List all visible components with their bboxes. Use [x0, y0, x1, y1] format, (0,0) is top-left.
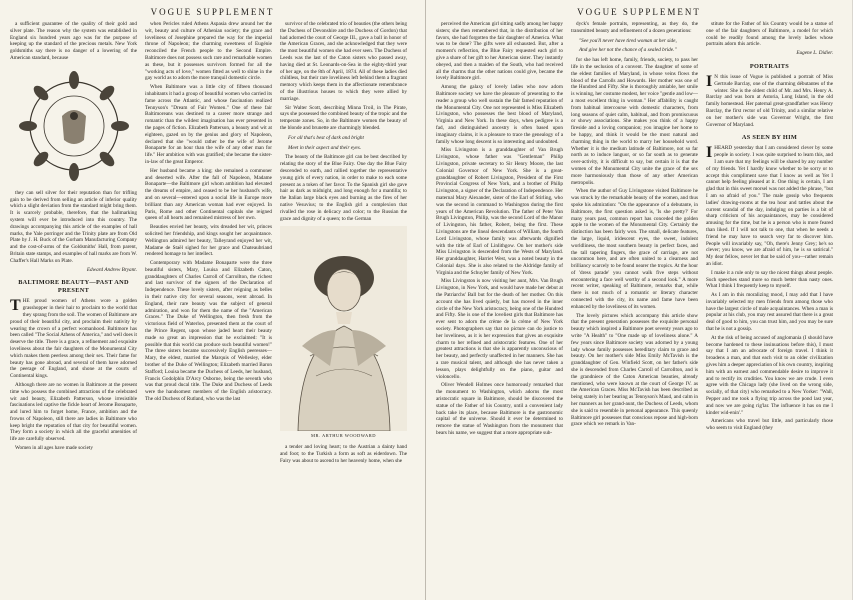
paragraph: N this issue of Vogue is published a portrait of Miss Gertrude Barclay, one of the charming débutantes of the winter. She is the oldest child of Mr. and Mrs. Henry A. Barclay and was born at Astoria, Long Island, in the old family homestead. Her paternal great-grandfather was Henry Barclay, the first rector of old Trinity, and a similar relative on her mother's side was Governor Wright, the first Governor of Maryland.	[706, 73, 833, 128]
drop-cap: T	[10, 297, 21, 315]
byline: Eugene L. Didier.	[796, 50, 833, 57]
wreath-illustration	[14, 66, 134, 186]
section-heading-as-seen-by-him: AS SEEN BY HIM	[741, 134, 798, 142]
paragraph: The beauty of the Baltimore girl can be best described by relating the story of the Blue Fairy. One day the Blue Fairy descended to earth, and rallied together the representative young girls of every nation, in order to make to each some present as a token of her favor. To the Spanish girl she gave hair as dark as midnight, and long enough for a mantilla; to the Italian large black eyes and burning as the fires of her native Vesuvius; to the English girl a complexion that rivalled the rose in delicacy and color; to the Russian the grace and dignity of a queen; to the German	[280, 154, 407, 222]
left-column-1	[10, 21, 137, 593]
left-column-3	[280, 21, 407, 593]
paragraph: As I am in this moralizing mood, I may add that I have invariably selected my men friends from among those who have the largest circle of male acquaintances. When a man is popular at his club, you may rest assured that there is a great deal of good to him, you can trust him, and you may be sure that he is not a gossip.	[706, 292, 833, 333]
paragraph: Miss Livingston is a granddaughter of Van Brugh Livingston, whose father was "Gentleman" Philip Livingston, private secretary to Sir Henry Moore, the last Colonial Governor of New York. She is a great-granddaughter of Robert Livingston, President of the First Provincial Congress of New York, and a brother of Philip Livingston, a signer of the Declaration of Independence. Her maternal Mary Alexander, sister of the Earl of Stirling, who was the second in command to Washington during the first years of the American Revolution. The father of Peter Van Brugh Livingston, Philip, was the second Lord of the Manor of Livingston, his father, Robert, being the first. These Livingstons are the lineal descendants of William, the fourth Lord Livingston, whose family was afterwards dignified with the title of Earl of Linlithgow. On her mother's side Miss Livingston is descended from the Wests of Maryland. Her granddaughter, Harriet West, was a noted beauty in the Colonial days. She is also related to the Aldridge family of Virginia and the Schuyler family of New York.	[436, 147, 563, 276]
article-heading: BALTIMORE BEAUTY—PAST AND PRESENT	[18, 279, 129, 295]
left-page	[0, 0, 426, 600]
paragraph: HEARD yesterday that I am considered clever by some people in society. I was quite surprised to learn this, and I am sure that my feelings will be shared by any number of my friends. Yet I hardly know whether to be sorry or to accept this compliment save that I know as well as Yet I cannot help feeling pleased at it. One thing is certain, I am glad that in this sweet morsel was not added the phrase, "but I am so afraid of you." The male gossip who frequents ladies' drawing-rooms at the tea hour and tattles about the current scandal of the day, indulging on parties is a bit of sharp criticism of his acquaintances, may be considered amusing for the time, but he is a person who is more feared than liked. If I will not talk to one, that when he needs a friend he may have to search very far to discover him. People will invariably say, "Oh, there's Jenny Grey; he's so clever; you know, we are afraid of him, he is so satirical." My dear fellow, never let that be said of you—rather remain an idiot.	[706, 145, 833, 267]
byline: Edward Andrew Bryant.	[86, 266, 137, 273]
paragraph: a tender and loving heart; to the Austrian a dainty hand and foot; to the Turkish a form as soft as eiderdown. The Fairy was about to ascend to her heavenly home, when she	[280, 444, 407, 464]
paragraph: Beauties envied her beauty, wits dreaded her wit, princes solicited her friendship, and kings sought her acquaintance. Wellington admired her beauty, Talleyrand enjoyed her wit, Madame de Staël sighed for her grace and Chateaubriand rendered homage to her intellect.	[145, 224, 272, 258]
drop-cap: I	[706, 144, 713, 162]
paragraph: a sufficient guarantee of the quality of their gold and silver plate. The reason why the system was established in England six hundred years ago was for the purpose of keeping up the standard of the precious metals. New York goldsmiths say there is no danger of a lowering of the American standard, because	[10, 21, 137, 61]
paragraph: perceived the American girl sitting sadly among her happy sisters; she then remembered that, in the distribution of her favors, she had forgotten the fair daughter of America. What was to be done? The gifts were all exhausted. But, after a moment's reflection, the Blue Fairy requested each girl to give a share of her gift to her American sister. They instantly obeyed, and then a maiden of the South, who had received all the charms that the other nations could give, became the lovely Baltimore girl.	[436, 21, 563, 82]
verse-line: "See you'll never have tired woman at her side,	[579, 37, 677, 44]
paragraph: for she has left home, family, friends, society, to pass her life in the seclusion of a convent. The daughter of some of the eldest families of Maryland, in whose veins flows the blood of the Carrolls and Howards. Her mother was one of the Hundred and Fifty. She is thoroughly amiable, her smile is winning, her costume modest, her voice "gentle and low—a most excellent thing in woman." Her affability is caught from habitual intercourse with domestic characters, from long seasons of quiet calm, habitual, and from promiscuous or showy associations. She makes you think of a happy fireside and a loving companion; you imagine her home to be happy, and think it would be the most natural and charming thing in the world to marry her household word. Whether it is the medium latitude of Baltimore, not so far north as to induce languor, or so far south as to generate over-activity, it is difficult to say, but certain it is that the women of the Monumental City unite the grace of the sex more harmoniously than those of any other American metropolis.	[571, 57, 698, 186]
paragraph: When the author of Guy Livingstone visited Baltimore he was struck by the remarkable beauty of the women, and thus spoke his admiration: "On the appearance of a debutante, in Baltimore, the first question asked is, 'Is she pretty?' For many years past, common report has conceded the golden apple to the women of the Monumental City. Certainly the distinction has been fairly won. The small, delicate features, the large, liquid, iridescent eyes, the sweet, indolent worldliness, the most southern beauty in perfect faces, and the tall tapering fingers, the grace of carriage, are not uncommon here, and are often united to a clearness and brilliancy scarcely to be found nearer the tropics. At the hour of 'dress parade' you cannot walk five steps without encountering a face well worthy of a second look." A more recent writer, speaking of Baltimore, remarks that, while there is not much of a romantic or literary character connected with the city, its name and fame have been enhanced by the loveliness of its women.	[571, 188, 698, 310]
paragraph: Oliver Wendell Holmes once humorously remarked that the monument to Washington, which adorns the most aristocratic square in Baltimore, should be discovered the statue of the Father of his Country, until a convenient lady back take its place, because Baltimore is the gastronomic capital of the universe. Should it ever be determined to remove the statue of Washington from the monument that bears his name, we suggest that a more appropriate sub-	[436, 382, 563, 437]
paragraph: when Pericles ruled Athens Aspasia drew around her the wit, beauty and culture of Athenian society; the grace and loveliness of Josephine prepared the way for the imperial throne of Napoleon; the charming sweetness of Eugénie reconciled the French people to the Second Empire. Baltimore does not possess such rare and remarkable women as these, but it possesses survivors formed for all the "working acts of love," women fitted as well to shine in the gay world as to adorn the more tranquil domestic circle.	[145, 21, 272, 82]
paragraph: survivor of the celebrated trio of beauties (the others being the Duchess of Devonshire and the Duchess of Gordon) that had adorned the court of George III., gave a ball in honor of the American Graces, and she acknowledged that they were the most beautiful women she had ever seen. The Duchess of Leeds was the last of the Caton sisters who passed away, having died at St. Leonards-on-Sea in the eighty-third year of her age, on the 8th of April, 1874. All of these ladies died childless, but their rare loveliness left behind them a fragrant memory which keeps them in the affectionate remembrance of the illustrious houses to which they were allied by marriage.	[280, 21, 407, 102]
drop-cap: I	[706, 72, 713, 90]
right-running-header: VOGUE SUPPLEMENT	[577, 7, 701, 17]
left-columns	[10, 21, 415, 593]
paragraph: The lovely pictures which accompany this article show that the present generation possesses the exquisite personal beauty which inspired a Baltimore poet seventy years ago to write "A Health" to "One made up of loveliness alone." A few years since Baltimore society was adorned by a young lady whose family possesses hereditary claim to grace and beauty. On her mother's side Miss Emily McTavish is the granddaughter of Gen. Winfield Scott, on her father's side she is descended from Charles Carroll of Carrollton, and is the grandniece of the Caton American beauties, already mentioned, who were known at the court of George IV. as the American Graces. Miss McTavish has been described as being stately in her bearing as Tennyson's Maud, and calm in her manners as her grand-aunt, the Duchess of Leeds, whom she is said to resemble in personal appearance. This queenly Baltimore girl possesses that conscious repose and high-born grace which we remark in Van-	[571, 312, 698, 428]
right-column-3	[706, 21, 833, 593]
left-running-header: VOGUE SUPPLEMENT	[150, 7, 275, 17]
paragraph: At the risk of being accused of anglomania (I should have become hardened to these insinuations before this), I must say that I am an advocate of foreign travel. I think it broadens a man, and that each visit to an older civilization gives him a deeper appreciation of his own country, inspiring him with an earnest and commendable desire to improve it and to rectify its crudities. You know we are crude. I even agree with the Chicago lady (she lived on the wrong side, socially, of that city) who remarked to a New Yorker: "Wall, Pepper and me took a flying trip across the pond last year, and now we are going rig'lar. The influence it has on me I kinder wid-enin'."	[706, 334, 833, 416]
paragraph: dyck's female portraits, representing, as they do, the transmitted beauty and refinement of a dozen generations:	[571, 21, 698, 34]
paragraph: Although there are no women in Baltimore at the present time who possess the combined attractions of the celebrated wit and beauty, Elizabeth Patterson, whose irresistible fascinations led captive the fickle heart of Jerome Bonaparte, and lured him to forget home, France, ambition and the frowns of Napoleon, still there are ladies in Baltimore who keep bright the reputation of that city for beautiful women. They form a society in which all the graceful amenities of life are carefully observed.	[10, 381, 137, 443]
right-page	[426, 0, 852, 600]
paragraph: Sir Walter Scott, describing Minna Troil, in The Pirate, says she possessed the combined beauty of the tropic and the temperate zones. So, in the Baltimore women the beauty of the blonde and brunette are charmingly blended.	[280, 104, 407, 131]
paragraph: they can sell silver for their reputation than for trifling gain to be derived from selling an article of inferior quality which a slight deviation from the standard might bring them. It is scarcely probable, therefore, that the hallmarking system will ever be introduced into this country. The drawings accompanying this article of the examples of hall marks, the Yale porringer and the Trinity plate are from Old Plate by J. H. Buck of the Gorham Manufacturing Company and the cost-of-arms of the Goldsmiths' Hall, from parent, Britain state stamps, and examples of hall marks are from W. Chaffer's Hall Marks on Plate.	[10, 189, 137, 264]
paragraph: stitute for the Father of his Country would be a statue of one of the fair daughters of Baltimore, a model for which could be readily found among the lovely ladies whose portraits adorn this article.	[706, 21, 833, 48]
paragraph: Her husband became a king; she remained a commoner and deserted wife. After the fall of Napoleon, Madame Bonaparte—the Baltimore girl whom ambition had elevated the dreams of empire, and ceased to be her husband's wife, and on several—entered upon a social life in Europe more brilliant than any American woman had ever enjoyed. In Paris, Rome and other Continental capitals she reigned queen of all hearts and remained mistress of her own.	[145, 167, 272, 222]
verse-line: Meet in their aspect and their eyes.	[288, 144, 362, 151]
paragraph: When Baltimore was a little city of fifteen thousand inhabitants it had a group of beautiful women who carried its fame across the Atlantic, and whose fascination realized Tennyson's "Dream of Fair Women." One of these fair Baltimoreans was destined to a career more strange and romantic than the wildest imagination has ever presented in the pages of fiction. Elizabeth Patterson, a beauty and wit at eighteen, gazed on by the genius and glory of Napoleon, declared that she "would rather be the wife of Jerome Bonaparte for an hour than the wife of any other man for life." Her ambition with was gratified; she became the sister-in-law of the great Emperor.	[145, 84, 272, 165]
left-column-2	[145, 21, 272, 593]
right-column-2	[571, 21, 698, 593]
paragraph: Contemporary with Madame Bonaparte were the three beautiful sisters, Mary, Louisa and Elizabeth Caton, granddaughters of Charles Carroll of Carrollton, the richest and last survivor of the signers of the Declaration of Independence. These lovely sisters, after reigning as belles in their native city for several seasons, went abroad. In England, their rare beauty was the subject of general admiration, and won for them the name of the "American Graces." The Duke of Wellington, then fresh from the victorious field of Waterloo, presented them at the court of the Prince Regent, upon whose jaded heart their beauty made so great an impression that he exclaimed: "It is possible that this world can produce such beautiful women!" The three sisters became successively English peeresses—Mary, the eldest, married the Marquis of Wellesley, elder brother of the Duke of Wellington; Elizabeth married Baron Stafford; Louisa became the Duchess of Leeds, her husband, Francis Godolphin D'Arcy Osborne, being the seventh who was that proud ducal title. The Duke and Duchess of Leeds were the handsomest members of the English aristocracy. The old Duchess of Rutland, who was the last	[145, 260, 272, 403]
paragraph: HE proud women of Athens wore a golden grasshopper in their hair to proclaim to the world that they sprang from the soil. The women of Baltimore are proud of their beautiful city, and proclaim their nativity by wearing the crown of a perfect womanhood. Baltimore has been called "The Social Athens of America," and well does it deserve the title. There is a grace, a refinement and exquisite loveliness about the fair daughters of the Monumental City which makes them peerless among their sex. Their fame for beauty has gone abroad, and several of them have adorned the peerage of England, and shone at the courts of Continental kings.	[10, 298, 137, 380]
section-heading-portraits: PORTRAITS	[749, 62, 790, 70]
right-column-1	[436, 21, 563, 593]
paragraph: Women in all ages have made society	[15, 445, 93, 452]
paragraph: I make it a rule only to say the nicest things about people. Such speeches stand more so much better than nasty ones. What I think I frequently keep to myself.	[706, 269, 833, 290]
illustration-caption: MR. ARTHUR WOODWARD	[310, 433, 377, 439]
portrait-illustration	[280, 226, 407, 431]
verse-line: And give her not the chance of a sealed bride."	[579, 47, 677, 54]
right-columns	[436, 21, 842, 593]
paragraph: Miss Livingston is now visiting her aunt, Mrs. Van Brugh Livingston, in New York, and would have made her debut at the Patriarchs' Ball but for the death of her mother. On this account she has lived quietly, but has moved in the inner circle of the New York aristocracy, being one of the Hundred and Fifty. She is one of the loveliest girls that Baltimore has ever sent to adorn the crème de la crème of New York society. Photographers say that no picture can do justice to her loveliness, as it is her expression that gives an exquisite charm to her refined and aristocratic features. One of her greatest attractions is that she is apparently unconscious of her beauty, and perfectly unaffected in her manners. She has a rare musical talent, and although she has never taken a lesson, plays delightfully on the piano, guitar and violoncello.	[436, 278, 563, 380]
paragraph: Among the galaxy of lovely ladies who now adorn Baltimore society we have the pleasure of presenting to the reader a group who well sustain the fair famed reputation of the Monumental City. One not represented is Miss Elizabeth Livingston, who possesses the best blood of Maryland, Virginia and New York. In these days, when pedigree is a fad, and distinguished ancestry is often based upon imaginary claims, it is a pleasure to trace the genealogy of a family whose long descent is so interesting and undoubted.	[436, 84, 563, 145]
paragraph: Americans who travel but little, and particularly those who seem to visit England (they	[706, 418, 833, 432]
verse-line: For all that's best of dark and bright	[288, 134, 364, 141]
